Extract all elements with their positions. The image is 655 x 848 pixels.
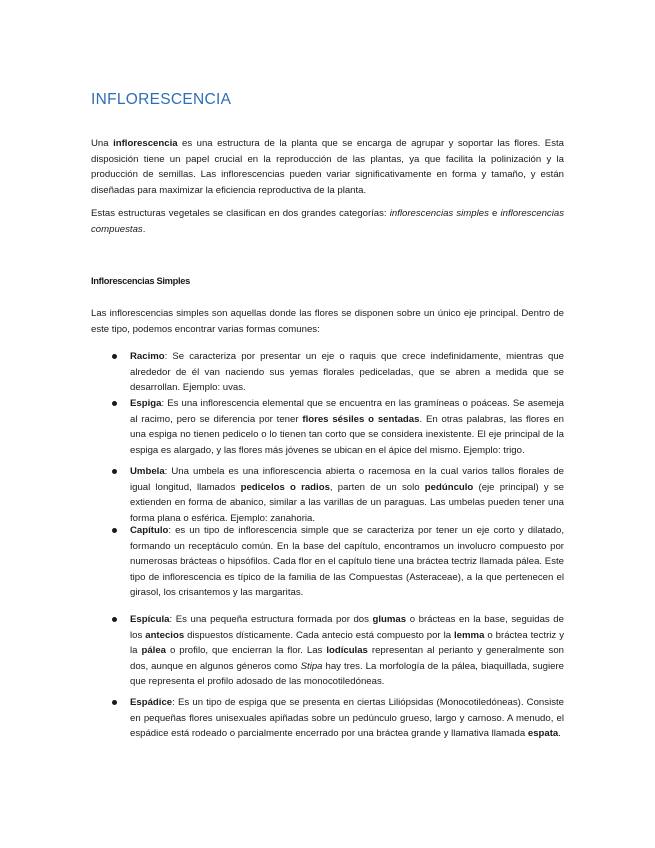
bold-term: lemma [454, 629, 485, 641]
bullet-icon [112, 354, 117, 359]
italic-term: Stipa [300, 660, 323, 672]
text: e [488, 208, 501, 219]
text: Una [91, 138, 114, 149]
bold-term: flores sésiles o sentadas [302, 413, 420, 425]
text: Estas estructuras vegetales se clasifican en dos grandes categorías: [91, 208, 390, 219]
bold-term: pálea [141, 645, 166, 657]
bold-term: pedúnculo [424, 481, 474, 493]
bullet-icon [112, 617, 117, 622]
bullet-icon [112, 700, 117, 705]
item-term: Espiga [130, 398, 162, 409]
text: o bráctea tectriz y la [130, 629, 564, 657]
bullet-icon [112, 401, 117, 406]
intro-paragraph-1 [91, 136, 564, 198]
section-intro-paragraph: Las inflorescencias simples son aquellas donde las flores se disponen sobre un único eje principal. Dentro de este tipo, podemos encontrar varias formas comunes: [91, 308, 564, 335]
bold-term: lodículas [326, 645, 368, 657]
list-item-espadice [130, 695, 564, 742]
text: , parten de un solo [329, 481, 425, 493]
item-term: Capítulo [130, 525, 169, 536]
italic-term: inflorescencias simples [389, 208, 489, 219]
list-item-racimo [130, 349, 564, 396]
bullet-icon [112, 528, 117, 533]
item-term: Espícula [130, 614, 170, 625]
intro-paragraph-2 [91, 206, 564, 237]
list-item-espiga [130, 396, 564, 458]
bold-term: espata [527, 728, 559, 740]
text: . En otras palabras, las flores en una espiga no tienen pedicelo o lo tienen tan corto que se considera inexistente. El eje principal de la espiga es alargado, y las flores más jóvenes se ubican en el ápice del mismo. Ejemplo: trigo. [130, 413, 564, 456]
text: (eje principal) y se extienden en forma de abanico, similar a las varillas de un paraguas. Las umbelas pueden tener una forma plana o esférica. Ejemplo: zanahoria. [130, 481, 564, 524]
bold-term: pedicelos o radios [240, 481, 330, 493]
section-heading: Inflorescencias Simples [91, 276, 191, 286]
text: representan al perianto y generalmente son dos, aunque en algunos géneros como [130, 645, 565, 672]
bold-term: antecios [145, 629, 185, 641]
text: : Es un tipo de espiga que se presenta en ciertas Liliópsidas (Monocotiledóneas). Consiste en pequeñas flores unisexuales apiñadas sobre un pedúnculo grueso, largo y carnoso. A menudo, el espádice está rodeado o parcialmente encerrado por una bráctea grande y llamativa llamada [130, 697, 564, 740]
text: dispuestos dísticamente. Cada antecio está compuesto por la [184, 629, 455, 641]
italic-term: inflorescencias compuestas [91, 208, 564, 235]
text: : Es una inflorescencia elemental que se encuentra en las gramíneas o poáceas. Se asemeja al racimo, pero se diferencia por tener [130, 398, 564, 425]
text: o brácteas en la base, seguidas de los [130, 614, 564, 641]
text: hay tres. La morfología de la pálea, biaquillada, sugiere que representa el profilo adosado de las monocotiledóneas. [130, 660, 564, 688]
item-term: Espádice [130, 697, 173, 708]
text: . [558, 728, 561, 740]
list-item-espicula [130, 612, 564, 690]
bold-term: inflorescencia [113, 138, 178, 149]
bullet-icon [112, 469, 117, 474]
text: : Es una pequeña estructura formada por dos [169, 614, 373, 625]
list-item-umbela [130, 464, 564, 526]
text: : Se caracteriza por presentar un eje o raquis que crece indefinidamente, mientras que alrededor de él van naciendo sus yemas florales pediceladas, que se abren a medida que se desarrollan. Ejemplo: uvas. [130, 351, 564, 394]
list-item-capitulo [130, 523, 564, 601]
text: : es un tipo de inflorescencia simple que se caracteriza por tener un eje corto y dilatado, formando un receptáculo común. En la base del capítulo, encontramos un involucro compuesto por numerosas brácteas o hipsófilos. Cada flor en el capítulo tiene una bráctea tectriz llamada pálea. Este tipo de inflorescencia es típico de la familia de las Compuestas (Asteraceae), a la que pertenecen el girasol, los crisantemos y las margaritas. [130, 525, 564, 599]
bold-term: glumas [372, 614, 407, 625]
item-term: Racimo [130, 351, 165, 362]
item-term: Umbela [130, 466, 165, 477]
page-title: INFLORESCENCIA [91, 91, 232, 108]
text: es una estructura de la planta que se encarga de agrupar y soportar las flores. Esta disposición tiene un papel crucial en la reproducción de las plantas, ya que facilita la polinización y la producción de semillas. Las inflorescencias pueden variar significativamente en forma y tamaño, y están diseñadas para maximizar la eficiencia reproductiva de la planta. [91, 138, 564, 196]
text: . [142, 223, 146, 235]
text: : Una umbela es una inflorescencia abierta o racemosa en la cual varios tallos florales de igual longitud, llamados [130, 466, 564, 493]
text: o profilo, que encierran la flor. Las [166, 645, 327, 657]
